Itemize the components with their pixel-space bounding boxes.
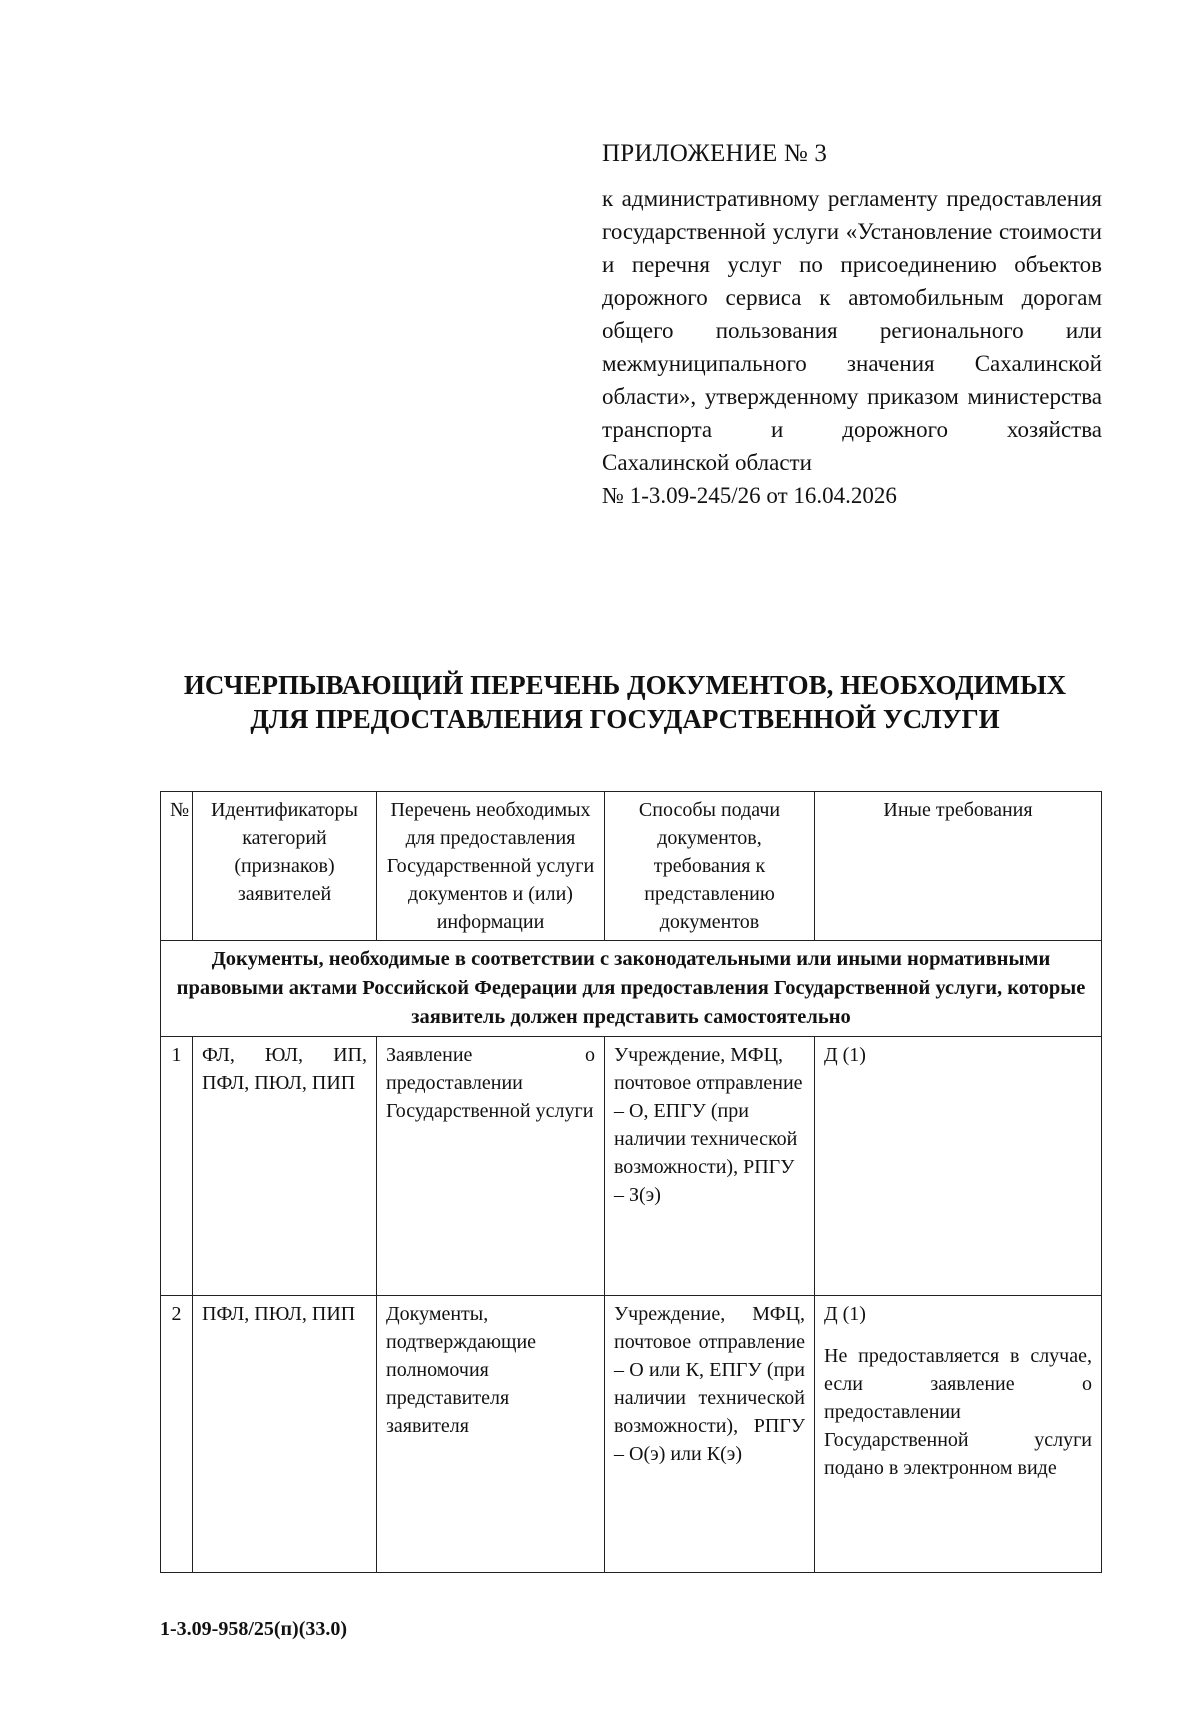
row-number: 1 — [161, 1037, 193, 1296]
table-section-row — [161, 941, 1102, 1037]
header-documents: Перечень необходимых для предоставления Государственной услуги документов и (или) информации — [377, 792, 605, 941]
table-row — [161, 1037, 1102, 1296]
header-other: Иные требования — [815, 792, 1102, 941]
document-title-line-2: ДЛЯ ПРЕДОСТАВЛЕНИЯ ГОСУДАРСТВЕННОЙ УСЛУГИ — [250, 704, 1000, 734]
document-title-line-1: ИСЧЕРПЫВАЮЩИЙ ПЕРЕЧЕНЬ ДОКУМЕНТОВ, НЕОБХОДИМЫХ — [183, 670, 1067, 700]
annex-text: к административному регламенту предоставления государственной услуги «Установление стоимости и перечня услуг по присоединению объектов дорожного сервиса к автомобильным дорогам общего пользования регионального или межмуниципального значения Сахалинской области», утвержденному приказом министерства транспорта и дорожного хозяйства — [602, 186, 1102, 442]
table-header-row — [161, 792, 1102, 941]
document-code-footer: 1-3.09-958/25(п)(33.0) — [160, 1618, 348, 1640]
section-title: Документы, необходимые в соответствии с законодательными или иными нормативными правовыми актами Российской Федерации для предоставления Государственной услуги, которые заявитель должен представить самостоятельно — [161, 941, 1102, 1037]
header-number: № — [161, 792, 193, 941]
row-other-code: Д (1) — [824, 1303, 866, 1325]
row-method: Учреждение, МФЦ, почтовое отправление – О или К, ЕПГУ (при наличии технической возможности), РПГУ – О(э) или К(э) — [605, 1296, 815, 1573]
row-number: 2 — [161, 1296, 193, 1573]
annex-title: ПРИЛОЖЕНИЕ № 3 — [602, 140, 828, 167]
row-document: Заявление о предоставлении Государственной услуги — [377, 1037, 605, 1296]
row-method: Учреждение, МФЦ, почтовое отправление – О, ЕПГУ (при наличии технической возможности), РПГУ – З(э) — [605, 1037, 815, 1296]
row-other — [815, 1037, 1102, 1296]
documents-table — [160, 791, 1102, 1573]
header-categories: Идентификаторы категорий (признаков) заявителей — [193, 792, 377, 941]
annex-text-last: Сахалинской области — [602, 450, 812, 475]
row-document: Документы, подтверждающие полномочия представителя заявителя — [377, 1296, 605, 1573]
annex-order-number: № 1-3.09-245/26 от 16.04.2026 — [602, 483, 897, 508]
annex-block — [602, 140, 1102, 512]
row-categories: ПФЛ, ПЮЛ, ПИП — [193, 1296, 377, 1573]
row-categories: ФЛ, ЮЛ, ИП, ПФЛ, ПЮЛ, ПИП — [193, 1037, 377, 1296]
row-other — [815, 1296, 1102, 1573]
row-other-note: Не предоставляется в случае, если заявление о предоставлении Государственной услуги подано в электронном виде — [824, 1345, 1092, 1479]
document-title — [140, 668, 1110, 736]
row-other-code: Д (1) — [824, 1044, 866, 1066]
table-row — [161, 1296, 1102, 1573]
header-methods: Способы подачи документов, требования к представлению документов — [605, 792, 815, 941]
